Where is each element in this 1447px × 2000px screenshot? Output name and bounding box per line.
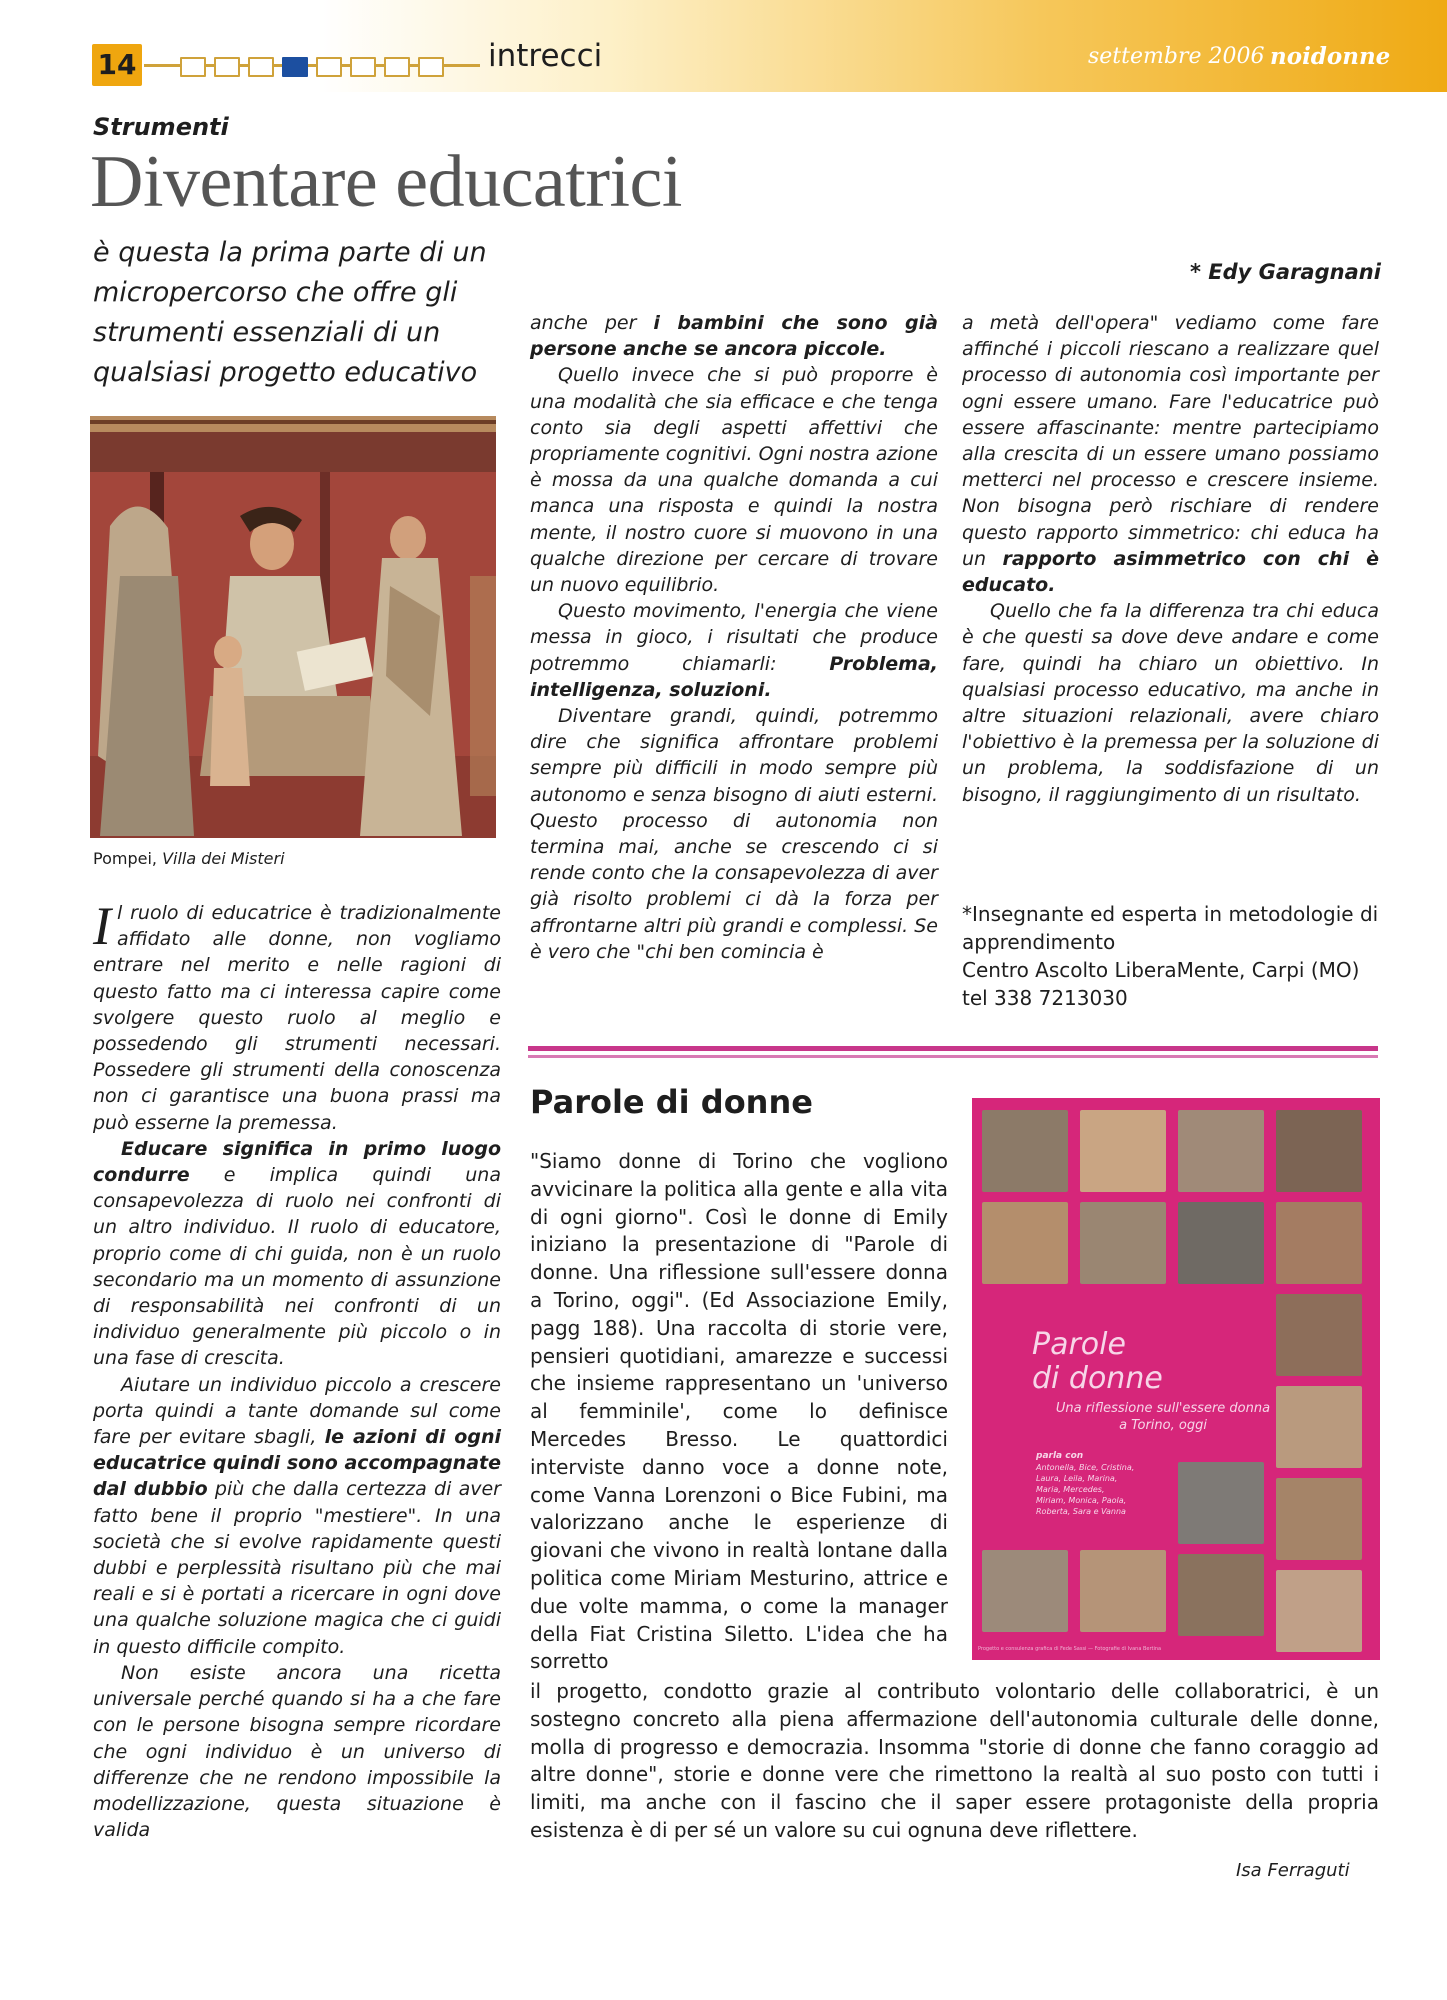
portrait-photo xyxy=(982,1550,1068,1632)
author-note-role: *Insegnante ed esperta in metodologie di apprendimento xyxy=(962,902,1379,954)
paragraph xyxy=(530,310,938,362)
paragraph-text: a metà dell'opera" vediamo come fare affinché i piccoli riescano a realizzare quel processo di autonomia così importante per ogni essere umano. Fare l'educatrice può essere affascinante: mentre partecipiamo alla crescita di un essere umano possiamo metterci nel processo e crescere insieme. Non bisogna però rischiare di rendere questo rapporto simmetrico: chi educa ha un xyxy=(962,312,1379,570)
portrait-photo xyxy=(1178,1110,1264,1192)
paragraph-text: Quello che fa la differenza tra chi educa è che questi sa dove deve andare e come fare, quindi ha chiaro un obiettivo. In qualsiasi processo educativo, ma anche in altre situazioni relazionali, avere chiaro l'obiettivo è la premessa per la soluzione di un problema, la soddisfazione di un bisogno, il raggiungimento di un risultato. xyxy=(962,600,1379,806)
book-authors xyxy=(1036,1450,1136,1517)
paragraph xyxy=(530,598,938,703)
header-square xyxy=(350,57,376,77)
issue-date: settembre 2006 xyxy=(1088,44,1265,69)
article-kicker: Strumenti xyxy=(93,113,229,141)
article-lead: è questa la prima parte di un micropercorso che offre gli strumenti essenziali di un qualsiasi progetto educativo xyxy=(93,237,487,388)
book-cover xyxy=(972,1098,1380,1660)
caption-site: Villa dei Misteri xyxy=(162,849,285,868)
portrait-photo xyxy=(1178,1462,1264,1544)
paragraph-text: anche per xyxy=(530,312,654,334)
article-column-1 xyxy=(93,896,501,1843)
drop-cap: I xyxy=(93,896,111,956)
article-column-3 xyxy=(962,310,1379,808)
paragraph-text: e implica quindi una consapevolezza di ruolo nei confronti di un altro individuo. Il ruolo di educatore, proprio come di chi guida, non è un ruolo secondario ma un momento di assunzione di responsabilità nei confronti di un individuo generalmente più piccolo o in una fase di crescita. xyxy=(93,1164,501,1370)
book-subtitle-line: Una riflessione sull'essere donna xyxy=(1055,1401,1271,1416)
book-title xyxy=(1032,1328,1163,1396)
header-square xyxy=(180,57,206,77)
article-author: * Edy Garagnani xyxy=(1190,260,1381,284)
paragraph xyxy=(530,362,938,598)
bold-text: le azioni di ogni educatrice quindi sono accompagnate dal dubbio xyxy=(93,1426,501,1501)
header-square xyxy=(214,57,240,77)
book-subtitle xyxy=(1038,1400,1288,1434)
article2-title: Parole di donne xyxy=(530,1083,813,1121)
paragraph-text: Quello invece che si può proporre è una modalità che sia efficace e che tenga conto sia degli aspetti affettivi che propriamente cognitivi. Ogni nostra azione è mossa da una qualche domanda a cui manca una risposta e quindi la nostra mente, il nostro cuore si muovono in una qualche direzione per cercare di trovare un nuovo equilibrio. xyxy=(530,364,938,597)
book-title-line: Parole xyxy=(1032,1327,1126,1362)
paragraph xyxy=(93,1660,501,1843)
portrait-photo xyxy=(1080,1202,1166,1284)
portrait-photo xyxy=(982,1202,1068,1284)
paragraph xyxy=(962,310,1379,598)
book-subtitle-line: a Torino, oggi xyxy=(1119,1418,1207,1433)
portrait-photo xyxy=(982,1110,1068,1192)
paragraph xyxy=(93,1136,501,1372)
paragraph xyxy=(93,896,501,1136)
fresco-image xyxy=(90,416,496,838)
portrait-photo xyxy=(1276,1202,1362,1284)
header-square xyxy=(248,57,274,77)
bold-text: rapporto asimmetrico con chi è educato. xyxy=(962,547,1379,597)
paragraph xyxy=(93,1372,501,1660)
bold-text: Problema, intelligenza, soluzioni. xyxy=(530,652,938,701)
article-title: Diventare educatrici xyxy=(90,141,682,223)
article2-body: "Siamo donne di Torino che vogliono avvicinare la politica alla gente e alla vita di ogni giorno". Così le donne di Emily iniziano la presentazione di "Parole di donne. Una riflessione sull'essere donna a Torino, oggi". (Ed Associazione Emily, pagg 188). Una raccolta di storie vere, pensieri quotidiani, amarezze e successi che insieme rappresentano un 'universo al femminile', come lo definisce Mercedes Bresso. Le quattordici interviste danno voce a donne note, come Vanna Lorenzoni o Bice Fubini, ma valorizzano anche le esperienze di giovani che vivono in realtà lontane dalla politica come Miriam Mesturino, attrice e due volte mamma, o come la manager della Fiat Cristina Siletto. L'idea che ha sorretto xyxy=(530,1149,948,1674)
book-footer: Progetto e consulenza grafica di Fede Sassi — Fotografie di Ivana Bertina xyxy=(978,1646,1162,1652)
portrait-photo xyxy=(1080,1550,1166,1632)
article2-body-continued: il progetto, condotto grazie al contributo volontario delle collaboratrici, è un sostegno concreto alla piena affermazione dell'autonomia culturale delle donne, molla di progresso e democrazia. Insomma "storie di donne che fanno coraggio ad altre donne", storie e donne vere che rimettono la realtà al suo posto con tutti i limiti, ma anche con il fascino che il saper essere protagoniste della propria esistenza è di per sé un valore su cui ognuna deve riflettere. xyxy=(530,1679,1379,1842)
article2-signature: Isa Ferraguti xyxy=(1236,1860,1350,1881)
portrait-photo xyxy=(1178,1202,1264,1284)
header-square xyxy=(316,57,342,77)
article-column-2 xyxy=(530,310,938,965)
portrait-photo xyxy=(1276,1570,1362,1652)
paragraph-text: Diventare grandi, quindi, potremmo dire che significa affrontare problemi sempre più difficili in modo sempre più autonomo e senza bisogno di aiuti esterni. Questo processo di autonomia non termina mai, anche se crescendo ci si rende conto che la consapevolezza di aver già risolto problemi ci dà la forza per affrontarne altri più grandi e complessi. Se è vero che "chi ben comincia è xyxy=(530,705,938,963)
paragraph-text: l ruolo di educatrice è tradizionalmente affidato alle donne, non vogliamo entrare nel merito e nelle ragioni di questo fatto ma ci interessa capire come svolgere questo ruolo al meglio e possedendo gli strumenti necessari. Possedere gli strumenti della conoscenza non ci garantisce una buona prassi ma può esserne la premessa. xyxy=(93,902,501,1134)
book-title-line: di donne xyxy=(1032,1361,1163,1396)
book-authors-list: Antonella, Bice, Cristina, Laura, Leila, Marina, Maria, Mercedes, Miriam, Monica, Paola, Roberta, Sara e Vanna xyxy=(1036,1463,1135,1516)
portrait-photo xyxy=(1276,1110,1362,1192)
page-number: 14 xyxy=(92,44,142,86)
portrait-photo xyxy=(1276,1386,1362,1468)
header-square-active xyxy=(282,57,308,77)
paragraph-text: più che dalla certezza di aver fatto bene il proprio "mestiere". In una società che si evolve rapidamente questi dubbi e perplessità risultano più che mai reali e si è portati a ricercare in ogni dove una qualche soluzione magica che ci guidi in questo difficile compito. xyxy=(93,1478,501,1658)
bold-text: Educare significa in primo luogo condurre xyxy=(93,1137,501,1187)
portrait-photo xyxy=(1276,1294,1362,1376)
section-label: intrecci xyxy=(488,38,603,74)
paragraph xyxy=(962,598,1379,808)
portrait-photo xyxy=(1178,1554,1264,1636)
paragraph-text: Questo movimento, l'energia che viene messa in gioco, i risultati che produce potremmo chiamarli: xyxy=(530,600,938,675)
portrait-photo xyxy=(1080,1110,1166,1192)
image-caption xyxy=(93,849,285,868)
header-square xyxy=(418,57,444,77)
bold-text: i bambini che sono già persone anche se ancora piccole. xyxy=(530,312,938,361)
author-note xyxy=(962,900,1382,1012)
portrait-photo xyxy=(1276,1478,1362,1560)
author-note-contact: Centro Ascolto LiberaMente, Carpi (MO) tel 338 7213030 xyxy=(962,958,1360,1010)
caption-place: Pompei, xyxy=(93,849,157,868)
divider-rule xyxy=(528,1046,1378,1051)
magazine-name: noidonne xyxy=(1270,43,1391,70)
paragraph-text: Aiutare un individuo piccolo a crescere porta quindi a tante domande sul come fare per evitare sbagli, xyxy=(93,1373,501,1449)
paragraph xyxy=(530,703,938,965)
paragraph-text: Non esiste ancora una ricetta universale perché quando si ha a che fare con le persone bisogna sempre ricordare che ogni individuo è un universo di differenze che ne rendono impossibile la modellizzazione, questa situazione è valida xyxy=(93,1661,501,1842)
book-authors-heading: parla con xyxy=(1036,1451,1084,1461)
header-square xyxy=(384,57,410,77)
divider-rule xyxy=(528,1055,1378,1058)
